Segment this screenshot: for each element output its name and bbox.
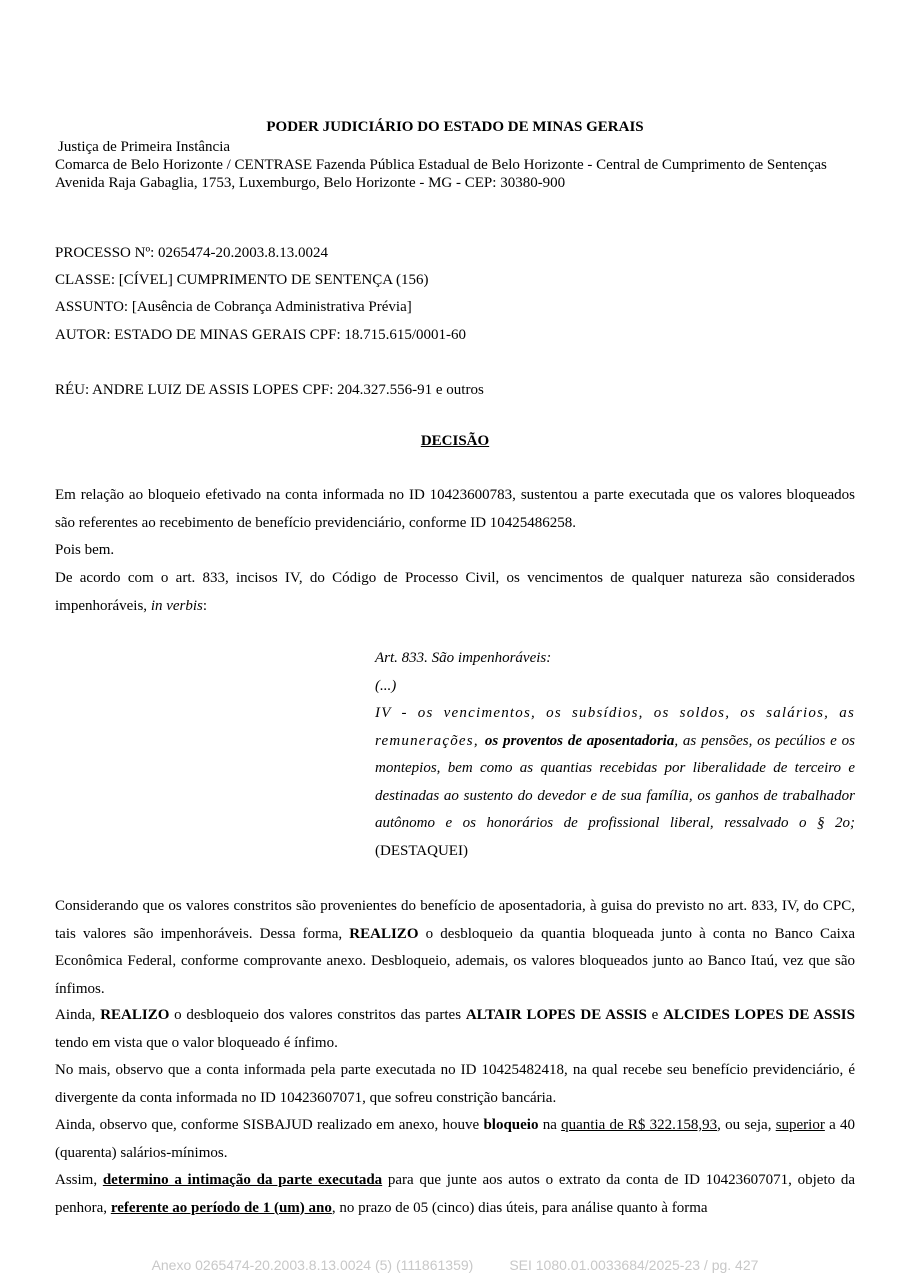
- b4-text-g: a 40 (quarenta) salários-mínimos.: [55, 1117, 855, 1161]
- instance-line: Justiça de Primeira Instância: [58, 139, 231, 155]
- footer-annex-id: Anexo 0265474-20.2003.8.13.0024 (5) (111861359): [151, 1257, 474, 1273]
- reu-line: RÉU: ANDRE LUIZ DE ASSIS LOPES CPF: 204.327.556-91 e outros: [55, 382, 484, 398]
- b2-text-c: o desbloqueio dos valores constritos das partes: [169, 1007, 466, 1023]
- quote-article: Art. 833. São impenhoráveis:: [375, 650, 552, 666]
- body-paragraph-2: [55, 1002, 855, 1057]
- autor-line: AUTOR: ESTADO DE MINAS GERAIS CPF: 18.715.615/0001-60: [55, 327, 467, 343]
- intro-paragraph-3: [55, 565, 855, 620]
- quote-ellipsis: (...): [375, 677, 397, 694]
- intro-paragraph-2: Pois bem.: [55, 542, 115, 558]
- court-title: PODER JUDICIÁRIO DO ESTADO DE MINAS GERAIS: [266, 119, 644, 135]
- intro-paragraph-1: Em relação ao bloqueio efetivado na conta informada no ID 10423600783, sustentou a parte executada que os valores bloqueados são referentes ao recebimento de benefício previdenciário, conforme ID 10425486258.: [55, 487, 855, 531]
- in-verbis: in verbis: [150, 597, 203, 614]
- processo-number: PROCESSO Nº: 0265474-20.2003.8.13.0024: [55, 245, 329, 261]
- b5-text-a: Assim,: [55, 1172, 103, 1188]
- b2-text-a: Ainda,: [55, 1007, 101, 1023]
- b1-text-a: Considerando que os valores constritos são provenientes do benefício de aposentadoria, à guisa do previsto no art. 833, IV, do CPC, tais valores são impenhoráveis. Dessa forma,: [55, 898, 855, 942]
- b5-periodo: referente ao período de 1 (um) ano: [110, 1199, 332, 1216]
- b4-text-c: na: [538, 1117, 562, 1133]
- b5-text-c: para que junte aos autos o extrato da conta de ID 10423607071, objeto da penhora,: [55, 1172, 855, 1216]
- intro-p3-text: De acordo com o art. 833, incisos IV, do Código de Processo Civil, os vencimentos de qualquer natureza são considerados impenhoráveis,: [55, 570, 855, 614]
- comarca-line: Comarca de Belo Horizonte / CENTRASE Fazenda Pública Estadual de Belo Horizonte - Central de Cumprimento de Sentenças: [55, 157, 827, 173]
- decision-title: DECISÃO: [420, 433, 490, 449]
- court-header: [55, 138, 855, 192]
- b5-intimacao: determino a intimação da parte executada: [102, 1172, 383, 1188]
- b2-realizo: REALIZO: [100, 1007, 170, 1023]
- b4-text-a: Ainda, observo que, conforme SISBAJUD realizado em anexo, houve: [55, 1117, 484, 1133]
- body-paragraph-5: [55, 1167, 855, 1222]
- decision-heading: [55, 433, 855, 450]
- address-line: Avenida Raja Gabaglia, 1753, Luxemburgo, Belo Horizonte - MG - CEP: 30380-900: [55, 175, 566, 191]
- quote-paragraph: [375, 700, 855, 865]
- b1-realizo: REALIZO: [349, 925, 419, 942]
- b2-text-e: e: [646, 1007, 664, 1023]
- b2-party-altair: ALTAIR LOPES DE ASSIS: [465, 1007, 647, 1023]
- b2-text-g: tendo em vista que o valor bloqueado é ínfimo.: [55, 1034, 338, 1051]
- body-paragraph-3: No mais, observo que a conta informada pela parte executada no ID 10425482418, na qual recebe seu benefício previdenciário, é divergente da conta informada no ID 10423607071, que sofreu constrição bancária.: [55, 1062, 855, 1106]
- classe-line: CLASSE: [CÍVEL] CUMPRIMENTO DE SENTENÇA (156): [55, 272, 429, 288]
- assunto-line: ASSUNTO: [Ausência de Cobrança Administrativa Prévia]: [55, 299, 412, 315]
- footer-sei-page: SEI 1080.01.0033684/2025-23 / pg. 427: [509, 1257, 759, 1273]
- quote-text-c: , as pensões, os pecúlios e os montepios, bem como as quantias recebidas por liberalidade de terceiro e destinadas ao sustento do devedor e de sua família, os ganhos de trabalhador autônomo e os honorários de profissional liberal, ressalvado o § 2o;: [375, 732, 855, 831]
- b1-text-c: o desbloqueio da quantia bloqueada junto à conta no Banco Caixa Econômica Federal, conforme comprovante anexo. Desbloqueio, ademais, os valores bloqueados junto ao Banco Itaú, vez que são ínfimos.: [55, 925, 855, 997]
- quote-emphasis: os proventos de aposentadoria: [484, 732, 675, 749]
- b5-text-e: , no prazo de 05 (cinco) dias úteis, para análise quanto à forma: [331, 1199, 708, 1216]
- b4-text-e: , ou seja,: [717, 1117, 776, 1133]
- legal-quote: [375, 645, 855, 865]
- intro-p3-colon: :: [202, 597, 208, 614]
- b4-bloqueio: bloqueio: [483, 1117, 539, 1133]
- page-footer: [0, 1257, 910, 1273]
- quote-text-a: IV - os vencimentos, os subsídios, os soldos, os salários, as remunerações,: [375, 705, 855, 749]
- quote-destaquei: (DESTAQUEI): [375, 842, 468, 859]
- body-paragraph-1: [55, 893, 855, 1003]
- body-paragraph-4: [55, 1112, 855, 1167]
- b4-amount: quantia de R$ 322.158,93: [561, 1117, 718, 1133]
- b4-superior: superior: [775, 1117, 825, 1133]
- b2-party-alcides: ALCIDES LOPES DE ASSIS: [663, 1007, 855, 1023]
